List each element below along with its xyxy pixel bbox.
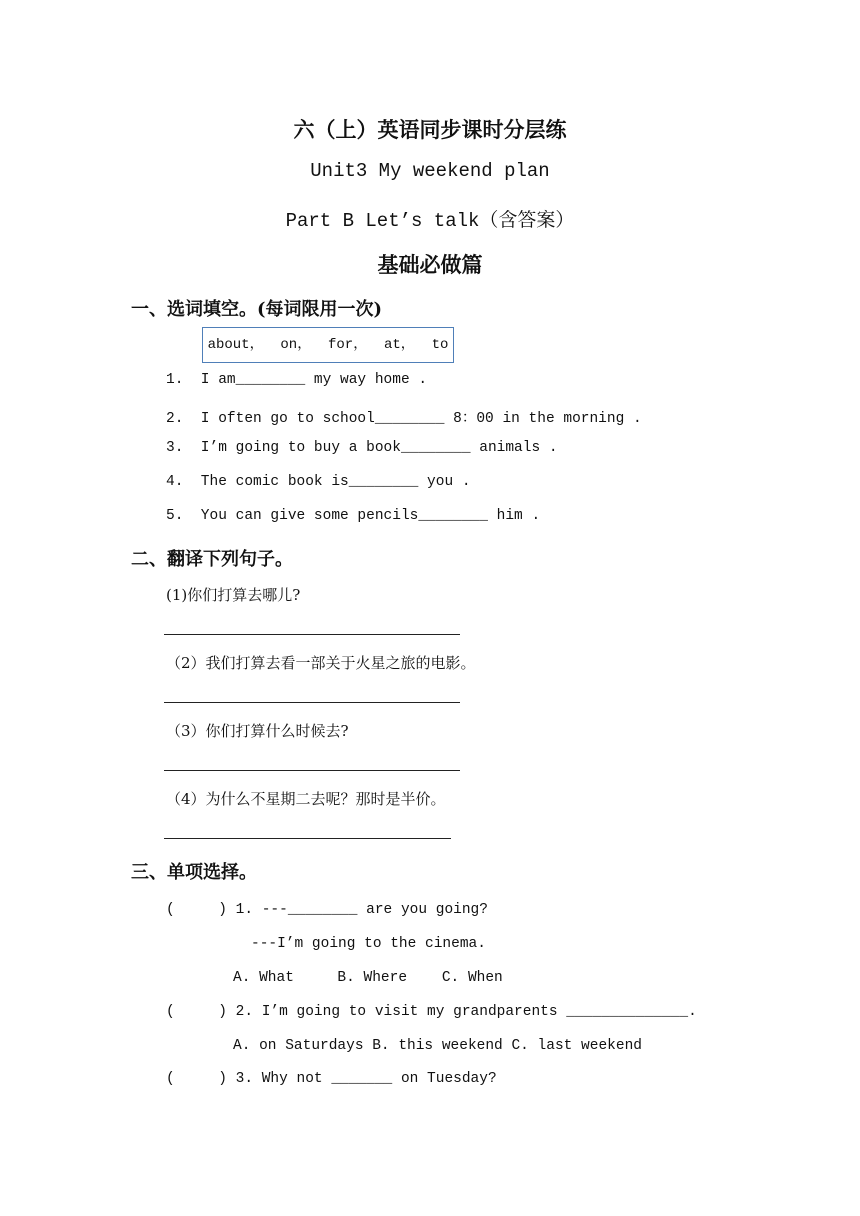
choice-q3-stem: ( ) 3. Why not _______ on Tuesday? [166,1071,497,1087]
section1-heading: 一、选词填空。(每词限用一次) [131,299,383,320]
unit-title: Unit3 My weekend plan [310,160,550,182]
fill-item-3: 3. I’m going to buy a book________ animals . [166,440,558,456]
fill-item-2: 2. I often go to school________ 8：00 in the morning . [166,411,642,427]
translate-item-4: （4）为什么不星期二去呢？那时是半价。 [166,790,446,808]
fill-item-5: 5. You can give some pencils________ him . [166,508,541,524]
answer-line-3 [164,770,460,771]
section3-heading: 三、单项选择。 [131,862,257,883]
choice-q1-reply: ---I’m going to the cinema. [251,936,486,952]
choice-q2-options: A. on Saturdays B. this weekend C. last weekend [233,1038,642,1054]
translate-item-2: （2）我们打算去看一部关于火星之旅的电影。 [166,654,476,672]
answer-line-2 [164,702,460,703]
translate-item-3: （3）你们打算什么时候去? [166,722,349,740]
fill-item-1: 1. I am________ my way home . [166,372,428,388]
translate-item-1: (1)你们打算去哪儿? [166,586,301,604]
answer-line-4 [164,838,451,839]
section2-heading: 二、翻译下列句子。 [131,549,293,570]
answer-line-1 [164,634,460,635]
fill-item-4: 4. The comic book is________ you . [166,474,471,490]
choice-q1-options: A. What B. Where C. When [233,970,503,986]
page-title: 六（上）英语同步课时分层练 [293,117,567,142]
level-title: 基础必做篇 [377,252,483,277]
word-bank-box: about， on， for， at， to [202,327,454,363]
part-title: Part B Let’s talk（含答案） [285,210,575,232]
choice-q2-stem: ( ) 2. I’m going to visit my grandparents ______________. [166,1004,697,1020]
choice-q1-stem: ( ) 1. ---________ are you going? [166,902,488,918]
